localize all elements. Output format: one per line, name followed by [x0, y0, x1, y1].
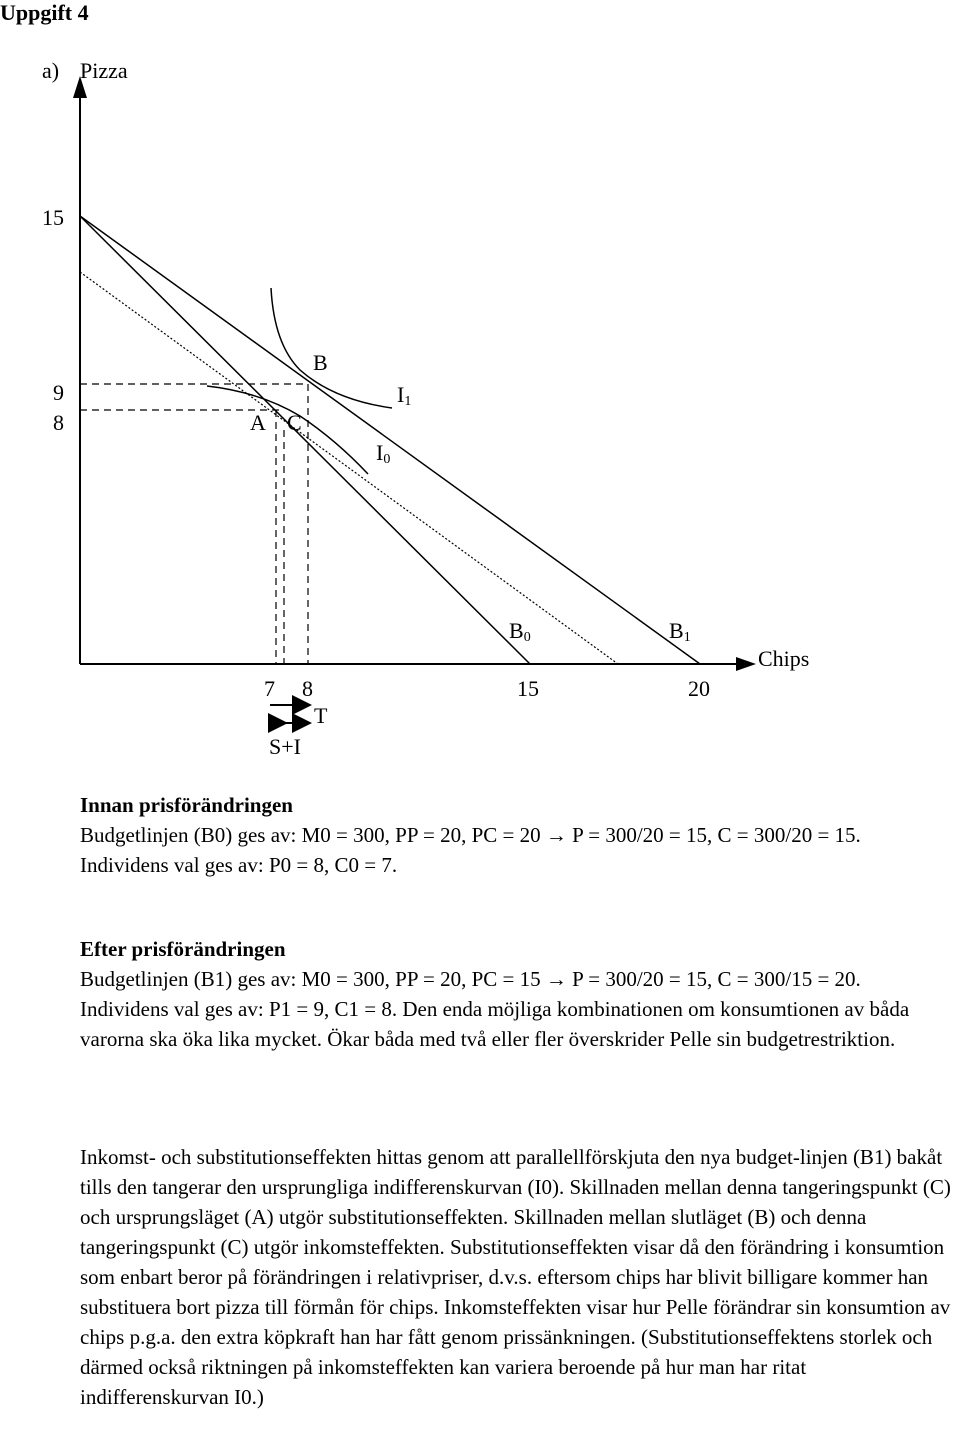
x-tick-8: 8	[302, 676, 313, 701]
section-before-line1: Budgetlinjen (B0) ges av: M0 = 300, PP = 20, PC = 20 → P = 300/20 = 15, C = 300/20 = 15.	[80, 823, 861, 847]
label-total-effect: T	[314, 703, 328, 728]
point-label-a: A	[250, 410, 266, 435]
section-before-heading: Innan prisförändringen	[80, 793, 293, 817]
x-tick-20: 20	[688, 676, 710, 701]
indifference-curve-i1	[271, 288, 392, 408]
label-substitution-income: S+I	[269, 734, 301, 759]
parallel-budget-line	[80, 272, 618, 664]
line-label-b1: $B_1$	[669, 618, 691, 645]
point-label-c: C	[287, 410, 302, 435]
section-after	[80, 934, 960, 1054]
point-label-b: B	[313, 350, 328, 375]
part-label: a)	[42, 58, 60, 83]
page-title: Uppgift 4	[0, 0, 89, 25]
budget-line-b0	[80, 216, 530, 664]
curve-label-i0: $I_0$	[376, 440, 391, 467]
section-before	[80, 790, 960, 880]
section-effects-text: Inkomst- och substitutionseffekten hittas genom att parallellförskjuta den nya budget-linjen (B1) bakåt tills den tangerar den ursprungliga indifferenskurvan (I0). Skillnaden mellan denna tangeringspunkt (C) och ursprungsläget (A) utgör substitutionseffekten. Skillnaden mellan slutläget (B) och denna tangeringspunkt (C) utgör inkomsteffekten. Substitutionseffekten visar då den förändring i konsumtion som enbart beror på förändringen i relativpriser, d.v.s. eftersom chips har blivit billigare kommer han substituera bort pizza till förmån för chips. Inkomsteffekten visar hur Pelle förändrar sin konsumtion av chips p.g.a. den extra köpkraft han har fått genom prissänkningen. (Substitutionseffektens storlek och därmed också riktningen på inkomsteffekten kan variera beroende på hur man har ritat indifferenskurvan I0.)	[80, 1145, 951, 1409]
section-after-line1: Budgetlinjen (B1) ges av: M0 = 300, PP = 20, PC = 15 → P = 300/20 = 15, C = 300/15 = 20.	[80, 967, 861, 991]
y-axis-label: Pizza	[80, 58, 128, 83]
section-after-line2: Individens val ges av: P1 = 9, C1 = 8. Den enda möjliga kombinationen om konsumtionen av båda varorna ska öka lika mycket. Ökar båda med två eller fler överskrider Pelle sin budgetrestriktion.	[80, 997, 910, 1051]
x-axis-label: Chips	[758, 646, 810, 671]
section-effects	[80, 1142, 960, 1412]
curve-label-i1: $I_1$	[397, 382, 412, 409]
y-tick-15: 15	[42, 205, 64, 230]
line-label-b0: $B_0$	[509, 618, 531, 645]
y-tick-9: 9	[53, 380, 64, 405]
x-axis-arrow	[736, 657, 756, 671]
y-tick-8: 8	[53, 410, 64, 435]
section-before-line2: Individens val ges av: P0 = 8, C0 = 7.	[80, 853, 398, 877]
x-tick-7: 7	[264, 676, 275, 701]
section-after-heading: Efter prisförändringen	[80, 937, 286, 961]
x-tick-15: 15	[517, 676, 539, 701]
